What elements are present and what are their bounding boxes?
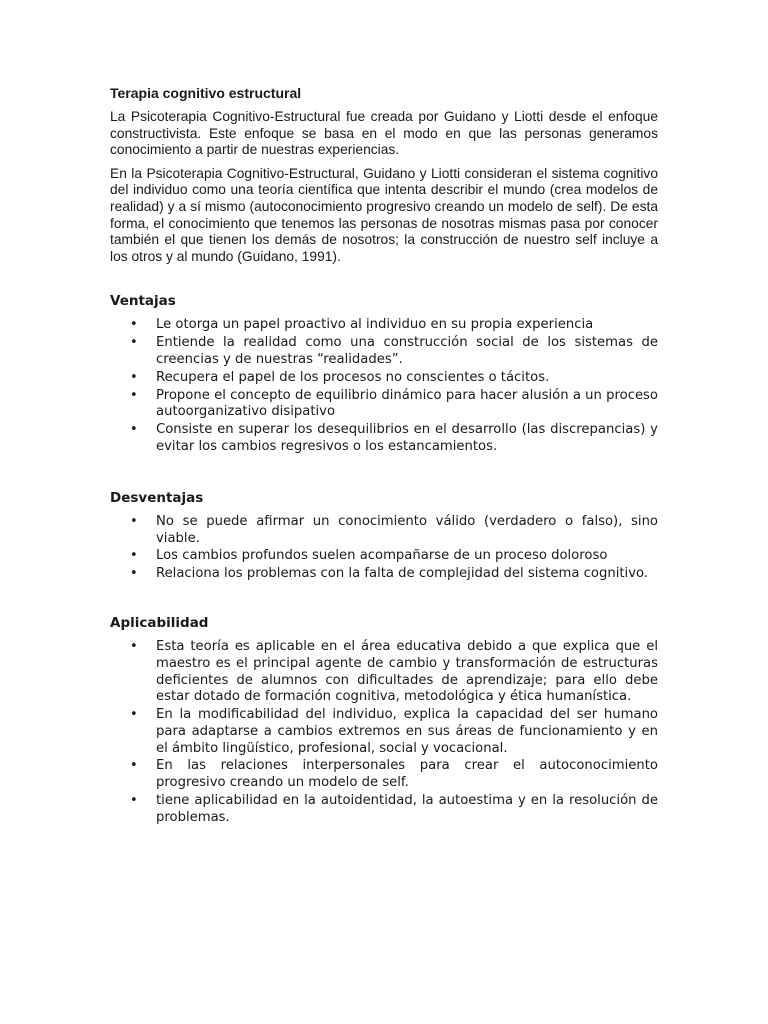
bullet-icon: • <box>130 335 138 351</box>
list-item <box>110 707 658 757</box>
list-item-text: Los cambios profundos suelen acompañarse de un proceso doloroso <box>156 548 608 564</box>
list-item-text: Le otorga un papel proactivo al individuo en su propia experiencia <box>156 317 594 333</box>
list-item-text: tiene aplicabilidad en la autoidentidad, la autoestima y en la resolución de problemas. <box>156 793 658 825</box>
aplicabilidad-heading: Aplicabilidad <box>110 614 209 631</box>
intro-paragraph: La Psicoterapia Cognitivo-Estructural fue creada por Guidano y Liotti desde el enfoque constructivista. Este enfoque se basa en el modo en que las personas generamos conocimiento a partir de nuestras experiencias. <box>110 109 658 158</box>
bullet-icon: • <box>130 638 138 654</box>
list-item <box>110 370 658 387</box>
list-item <box>110 793 658 827</box>
list-item <box>110 758 658 792</box>
bullet-icon: • <box>130 369 138 385</box>
list-item-text: Recupera el papel de los procesos no conscientes o tácitos. <box>156 369 550 385</box>
list-item <box>110 514 658 548</box>
desventajas-list <box>110 514 658 583</box>
list-item <box>110 335 658 369</box>
ventajas-list <box>110 317 658 455</box>
bullet-icon: • <box>130 387 138 403</box>
list-item <box>110 548 658 565</box>
bullet-icon: • <box>130 707 138 723</box>
bullet-icon: • <box>130 566 138 582</box>
body-paragraph: En la Psicoterapia Cognitivo-Estructural, Guidano y Liotti consideran el sistema cognitivo del individuo como una teoría científica que intenta describir el mundo (crea modelos de realidad) y a sí mismo (autoconocimiento progresivo creando un modelo de self). De esta forma, el conocimiento que tenemos las personas de nosotras mismas pasa por conocer también el que tienen los demás de nosotros; la construcción de nuestro self incluye a los otros y al mundo (Guidano, 1991). <box>110 165 658 264</box>
document-title: Terapia cognitivo estructural <box>110 85 302 101</box>
list-item <box>110 388 658 422</box>
list-item-text: En la modificabilidad del individuo, explica la capacidad del ser humano para adaptarse a cambios extremos en sus áreas de funcionamiento y en el ámbito lingüístico, profesional, social y vocacional. <box>156 707 658 756</box>
aplicabilidad-list <box>110 639 658 827</box>
bullet-icon: • <box>130 317 138 333</box>
list-item-text: No se puede afirmar un conocimiento válido (verdadero o falso), sino viable. <box>156 513 658 546</box>
list-item-text: Propone el concepto de equilibrio dinámico para hacer alusión a un proceso autoorganizativo disipativo <box>156 387 658 420</box>
list-item <box>110 639 658 706</box>
list-item <box>110 422 658 456</box>
list-item-text: Entiende la realidad como una construcción social de los sistemas de creencias y de nuestras “realidades”. <box>156 335 658 367</box>
bullet-icon: • <box>130 758 138 774</box>
list-item <box>110 317 658 334</box>
list-item-text: Esta teoría es aplicable en el área educativa debido a que explica que el maestro es el principal agente de cambio y transformación de estructuras deficientes de alumnos con dificultades de aprendizaje; para ello debe estar dotado de formación cognitiva, metodológica y ética humanística. <box>156 638 658 705</box>
bullet-icon: • <box>130 548 138 564</box>
desventajas-heading: Desventajas <box>110 489 204 506</box>
list-item-text: Consiste en superar los desequilibrios en el desarrollo (las discrepancias) y evitar los cambios regresivos o los estancamientos. <box>156 422 658 454</box>
list-item <box>110 566 658 583</box>
list-item-text: En las relaciones interpersonales para crear el autoconocimiento progresivo creando un modelo de self. <box>156 758 658 791</box>
bullet-icon: • <box>130 422 138 438</box>
list-item-text: Relaciona los problemas con la falta de complejidad del sistema cognitivo. <box>156 566 649 582</box>
bullet-icon: • <box>130 793 138 809</box>
ventajas-heading: Ventajas <box>110 293 176 310</box>
document-page <box>110 84 658 828</box>
bullet-icon: • <box>130 513 138 529</box>
